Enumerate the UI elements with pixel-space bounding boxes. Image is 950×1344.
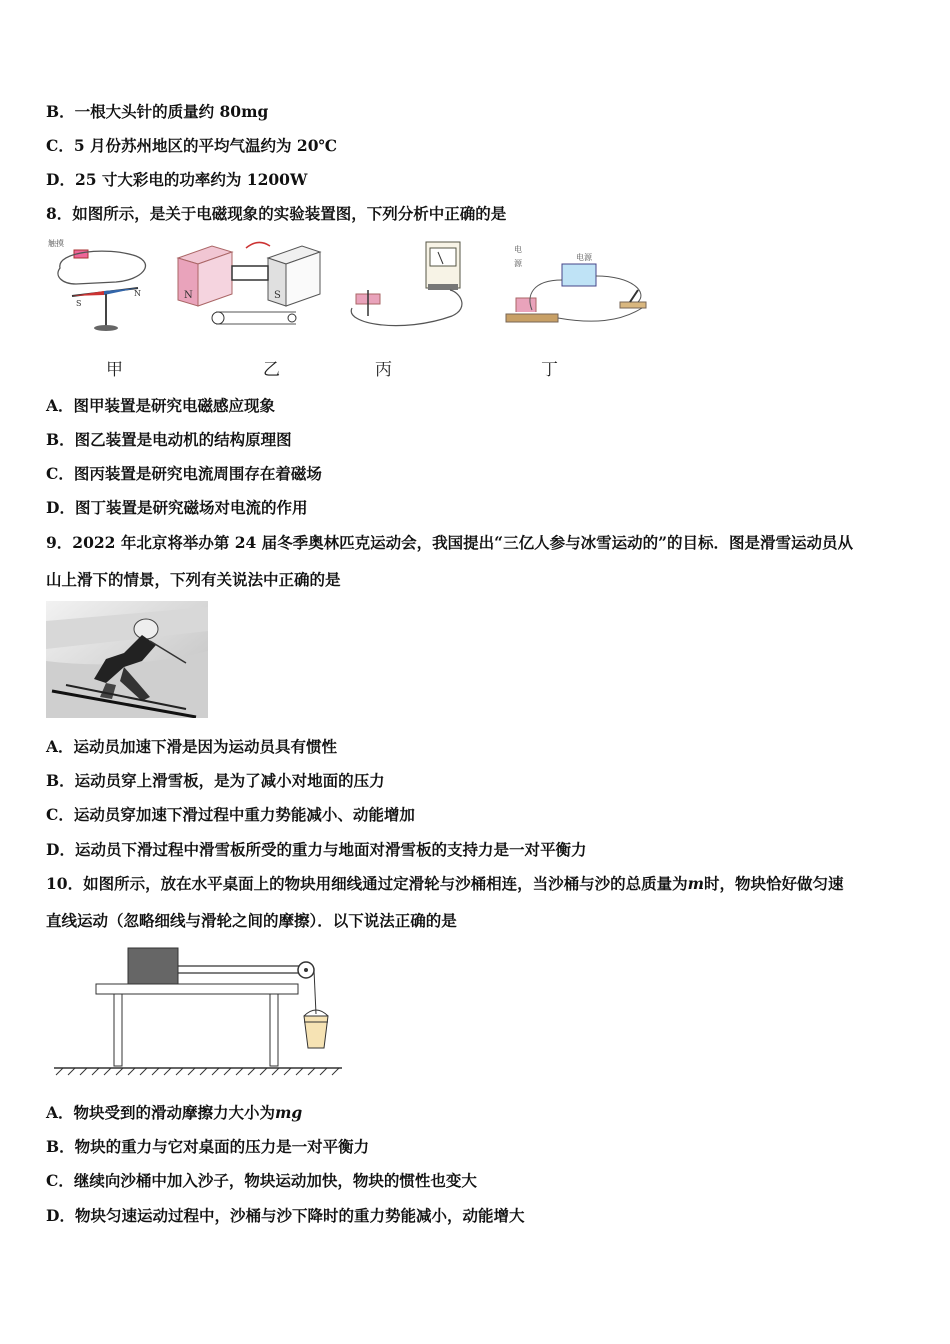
q7-option-b: B．一根大头针的质量约 80mg [46, 102, 269, 121]
fig-ding-side1: 电 [514, 245, 522, 254]
q8-option-c: C．图丙装置是研究电流周围存在着磁场 [46, 464, 322, 483]
q8-option-d: D．图丁装置是研究磁场对电流的作用 [46, 498, 308, 517]
figure-label-yi: 乙 [263, 360, 280, 380]
figure-ding-motor-circuit [502, 240, 666, 336]
q7-option-c: C．5 月份苏州地区的平均气温约为 20℃ [46, 136, 338, 155]
q8-stem: 8．如图所示，是关于电磁现象的实验装置图，下列分析中正确的是 [46, 204, 507, 223]
q9-stem-line2: 山上滑下的情景，下列有关说法中正确的是 [46, 570, 341, 589]
figure-yi-generator [176, 238, 326, 338]
q7-option-d: D．25 寸大彩电的功率约为 1200W [46, 170, 308, 189]
figure-label-ding: 丁 [541, 360, 558, 380]
q10-stem-line1 [46, 874, 844, 894]
figure-label-jia: 甲 [106, 360, 123, 380]
figure-bing-galvanometer [342, 238, 472, 330]
q9-option-c: C．运动员穿加速下滑过程中重力势能减小、动能增加 [46, 805, 415, 824]
q10-option-d: D．物块匀速运动过程中，沙桶与沙下降时的重力势能减小，动能增大 [46, 1206, 525, 1225]
skier-photo [46, 601, 208, 718]
q9-option-d: D．运动员下滑过程中滑雪板所受的重力与地面对滑雪板的支持力是一对平衡力 [46, 840, 587, 859]
q8-option-a: A．图甲装置是研究电磁感应现象 [46, 396, 276, 415]
figure-label-bing: 丙 [375, 360, 392, 380]
q9-option-b: B．运动员穿上滑雪板，是为了减小对地面的压力 [46, 771, 385, 790]
fig-jia-top-label: 触摸 [48, 239, 64, 248]
q10-mass-symbol: m [687, 874, 704, 893]
q10-option-c: C．继续向沙桶中加入沙子，物块运动加快，物块的惯性也变大 [46, 1171, 477, 1190]
q9-option-a: A．运动员加速下滑是因为运动员具有惯性 [46, 737, 338, 756]
fig-yi-s: S [274, 290, 281, 301]
q10-stem-part1: 10．如图所示，放在水平桌面上的物块用细线通过定滑轮与沙桶相连，当沙桶与沙的总质量为 [46, 874, 688, 893]
fig-jia-s: S [76, 299, 82, 308]
fig-yi-n: N [184, 290, 193, 301]
fig-jia-n: N [134, 289, 141, 298]
figure-table-pulley [46, 942, 350, 1076]
fig-ding-side2: 源 [514, 259, 522, 268]
q10-option-a-mg: mg [275, 1103, 303, 1122]
q10-option-a-text: A．物块受到的滑动摩擦力大小为 [46, 1103, 276, 1122]
q9-stem-line1: 9．2022 年北京将举办第 24 届冬季奥林匹克运动会，我国提出“三亿人参与冰雪运动的”的目标．图是滑雪运动员从 [46, 533, 854, 552]
q10-option-b: B．物块的重力与它对桌面的压力是一对平衡力 [46, 1137, 370, 1156]
figure-jia-compass-wire [46, 234, 152, 334]
q10-option-a [46, 1103, 302, 1123]
fig-ding-top: 电源 [576, 253, 592, 262]
q10-stem-line2: 直线运动（忽略细线与滑轮之间的摩擦）．以下说法正确的是 [46, 911, 457, 930]
q8-option-b: B．图乙装置是电动机的结构原理图 [46, 430, 292, 449]
q10-stem-part2: 时，物块恰好做匀速 [703, 874, 844, 893]
